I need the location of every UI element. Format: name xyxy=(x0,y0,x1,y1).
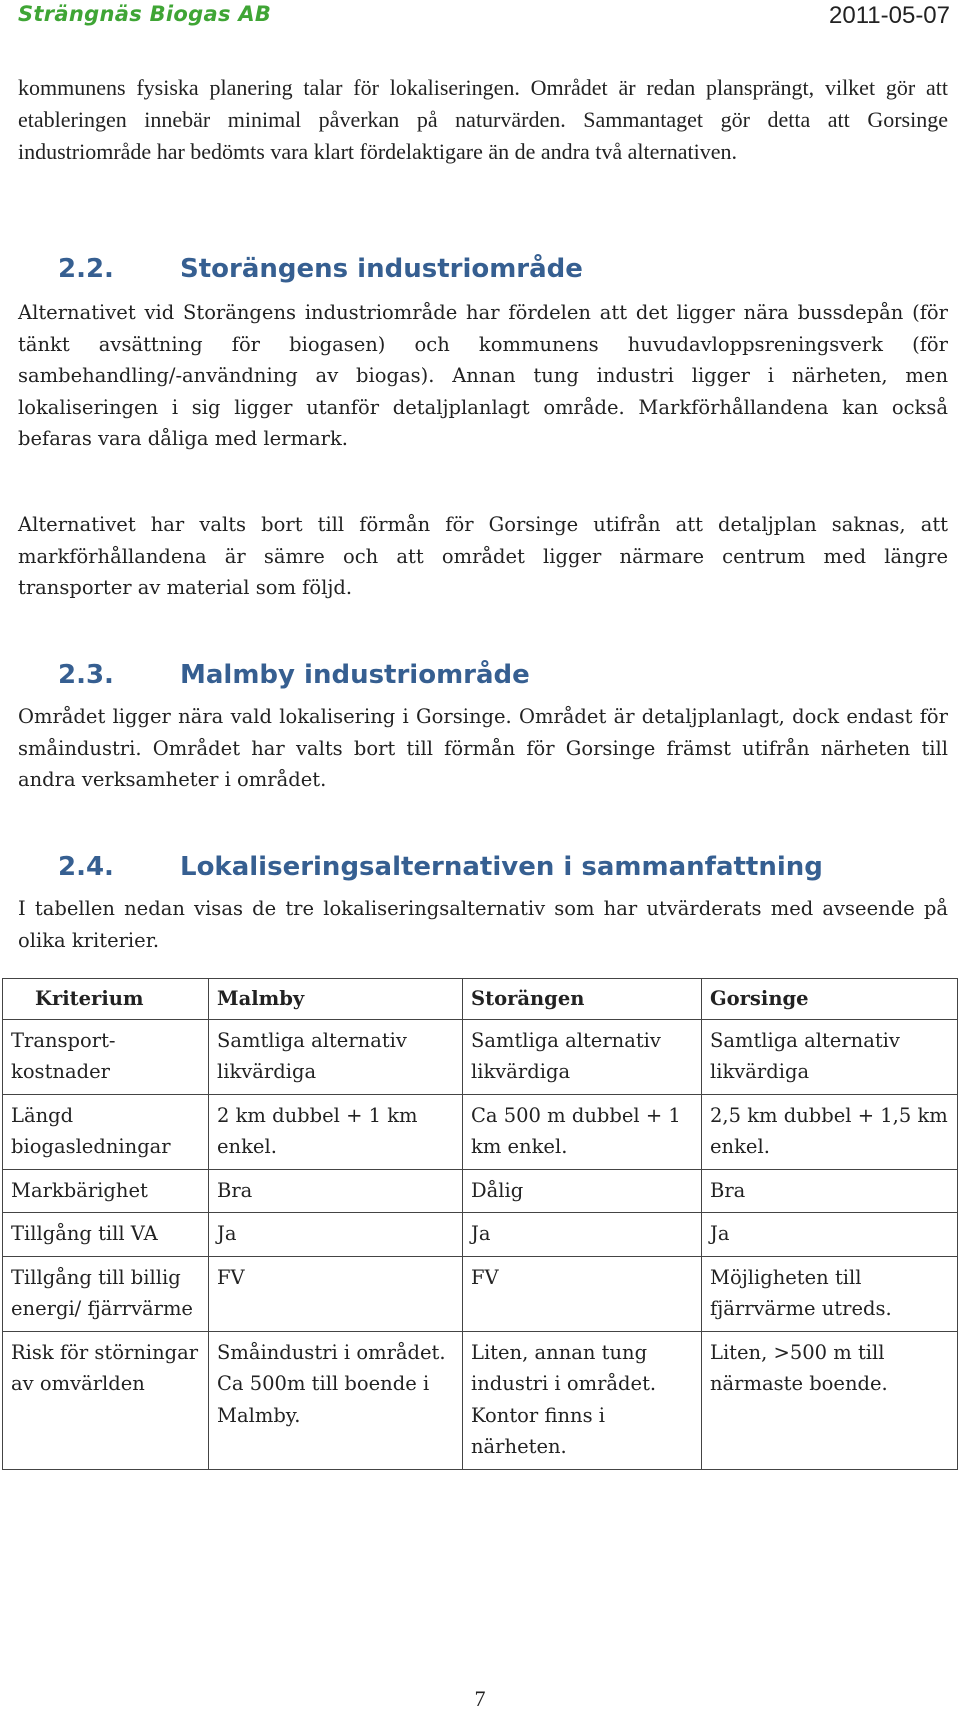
table-cell: Småindustri i området. Ca 500m till boende i Malmby. xyxy=(209,1331,463,1469)
table-cell: 2,5 km dubbel + 1,5 km enkel. xyxy=(702,1094,958,1169)
table-header-cell: Malmby xyxy=(209,979,463,1020)
table-row xyxy=(3,1094,958,1169)
table-header-cell: Storängen xyxy=(463,979,702,1020)
section-title: Malmby industriområde xyxy=(180,660,530,690)
table-cell: Möjligheten till fjärrvärme utreds. xyxy=(702,1256,958,1331)
section-paragraph: I tabellen nedan visas de tre lokaliseringsalternativ som har utvärderats med avseende på olika kriterier. xyxy=(18,897,948,952)
table-cell: 2 km dubbel + 1 km enkel. xyxy=(209,1094,463,1169)
table-cell: Bra xyxy=(209,1169,463,1213)
table-cell: Längd biogasledningar xyxy=(3,1094,209,1169)
table-row xyxy=(3,1213,958,1257)
table-cell: Tillgång till billig energi/ fjärrvärme xyxy=(3,1256,209,1331)
table-header-cell: Kriterium xyxy=(3,979,209,1020)
table-cell: Bra xyxy=(702,1169,958,1213)
section-paragraph: Alternativet vid Storängens industriområde har fördelen att det ligger nära bussdepån (för tänkt avsättning för biogasen) och kommunens huvudavloppsreningsverk (för sambehandling/-användning av biogas). Annan tung industri ligger i närheten, men lokaliseringen i sig ligger utanför detaljplanlagt område. Markförhållandena kan också befaras vara dåliga med lermark. xyxy=(18,301,948,450)
section-title: Lokaliseringsalternativen i sammanfattning xyxy=(180,852,823,882)
page-number: 7 xyxy=(474,1686,486,1711)
section-title: Storängens industriområde xyxy=(180,254,583,284)
table-cell: Transport- kostnader xyxy=(3,1019,209,1094)
table-row xyxy=(3,1256,958,1331)
table-cell: Risk för störningar av omvärlden xyxy=(3,1331,209,1469)
table-cell: Liten, >500 m till närmaste boende. xyxy=(702,1331,958,1469)
table-cell: Ja xyxy=(702,1213,958,1257)
header-date: 2011-05-07 xyxy=(829,2,950,29)
table-cell: Ja xyxy=(463,1213,702,1257)
table-cell: Samtliga alternativ likvärdiga xyxy=(463,1019,702,1094)
table-cell: Dålig xyxy=(463,1169,702,1213)
section-number: 2.4. xyxy=(58,852,114,882)
intro-paragraph: kommunens fysiska planering talar för lokaliseringen. Området är redan plansprängt, vilket gör att etableringen innebär minimal påverkan på naturvärden. Sammantaget gör detta att Gorsinge industriområde har bedömts vara klart fördelaktigare än de andra två alternativen. xyxy=(18,75,948,164)
section-paragraph: Området ligger nära vald lokalisering i Gorsinge. Området är detaljplanlagt, dock endast för småindustri. Området har valts bort till förmån för Gorsinge främst utifrån närheten till andra verksamheter i området. xyxy=(18,705,948,791)
section-heading-2-3 xyxy=(58,660,530,690)
table-cell: Samtliga alternativ likvärdiga xyxy=(702,1019,958,1094)
section-paragraph: Alternativet har valts bort till förmån för Gorsinge utifrån att detaljplan saknas, att markförhållandena är sämre och att området ligger närmare centrum med längre transporter av material som följd. xyxy=(18,513,948,599)
table-row xyxy=(3,1019,958,1094)
table-cell: FV xyxy=(209,1256,463,1331)
table-row xyxy=(3,1169,958,1213)
section-heading-2-4 xyxy=(58,852,823,882)
table-cell: Liten, annan tung industri i området. Kontor finns i närheten. xyxy=(463,1331,702,1469)
criteria-table xyxy=(2,978,958,1470)
table-cell: Samtliga alternativ likvärdiga xyxy=(209,1019,463,1094)
table-cell: Ca 500 m dubbel + 1 km enkel. xyxy=(463,1094,702,1169)
table-cell: FV xyxy=(463,1256,702,1331)
table-row xyxy=(3,1331,958,1469)
table-cell: Markbärighet xyxy=(3,1169,209,1213)
section-number: 2.2. xyxy=(58,254,114,284)
table-cell: Tillgång till VA xyxy=(3,1213,209,1257)
company-logo: Strängnäs Biogas AB xyxy=(18,2,272,26)
table-header-cell: Gorsinge xyxy=(702,979,958,1020)
table-cell: Ja xyxy=(209,1213,463,1257)
section-heading-2-2 xyxy=(58,254,583,284)
section-number: 2.3. xyxy=(58,660,114,690)
table-header-row xyxy=(3,979,958,1020)
